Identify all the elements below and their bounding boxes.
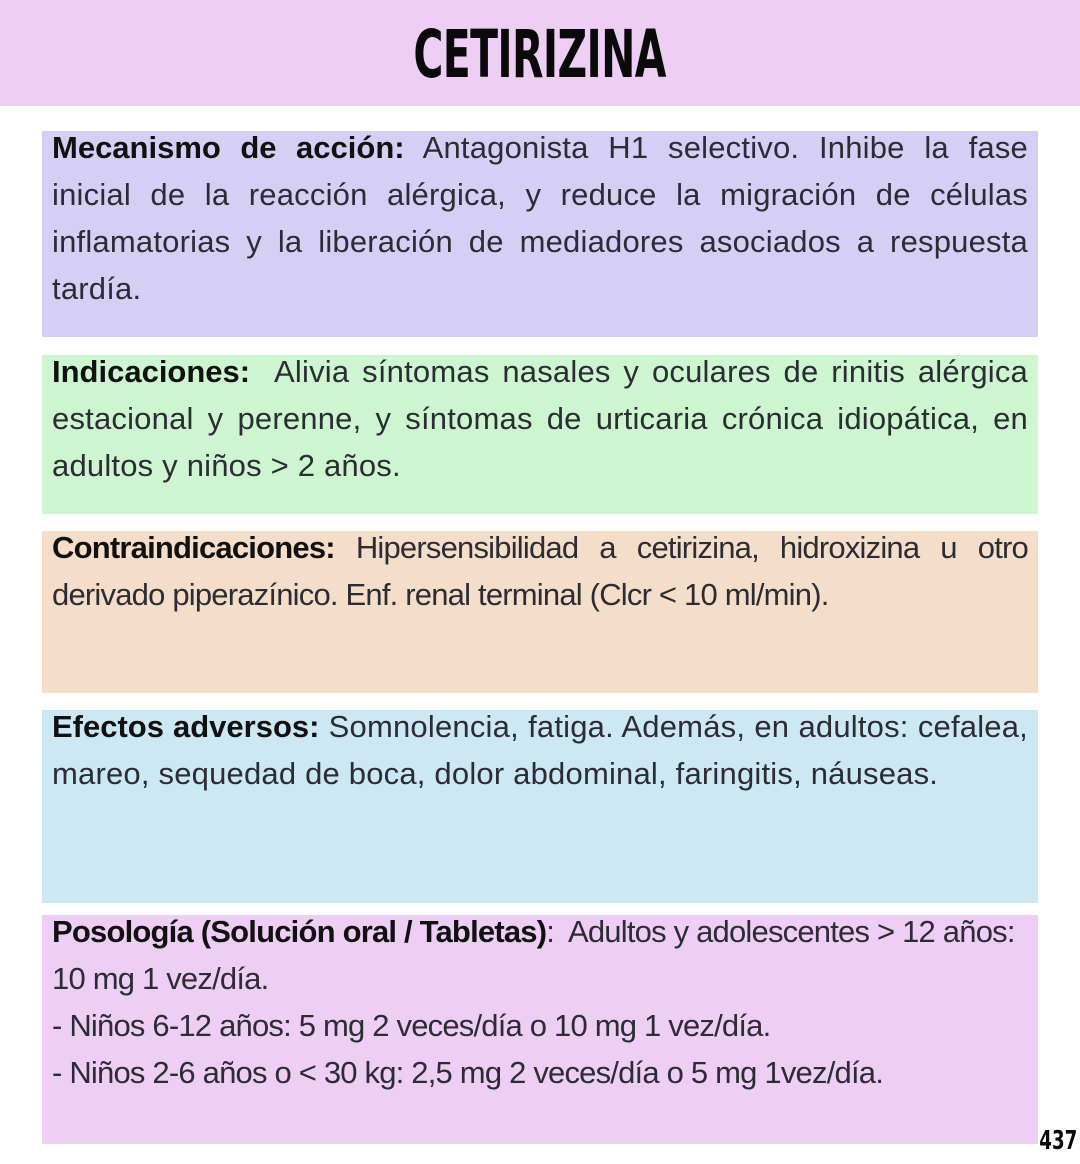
section-body: : Adultos y adolescentes > 12 años: 10 mg 1 vez/día.: [52, 914, 1023, 996]
section-body: Antagonista H1 selectivo. Inhibe la fase inicial de la reacción alérgica, y reduce la migración de células inflamatorias y la liberación de mediadores asociados a respuesta tardía.: [52, 130, 1028, 306]
section-text: [52, 524, 1028, 618]
section-label: Contraindicaciones:: [52, 530, 335, 565]
section-mecanismo-de-accion: [42, 131, 1038, 337]
section-label: Indicaciones:: [52, 354, 251, 389]
title-banner: [0, 0, 1080, 106]
section-label: Mecanismo de acción:: [52, 130, 405, 165]
section-text: [52, 124, 1028, 312]
section-contraindicaciones: [42, 531, 1038, 693]
page-title: CETIRIZINA: [413, 16, 667, 93]
section-label: Efectos adversos:: [52, 709, 320, 744]
dosage-line-ninos-6-12: - Niños 6-12 años: 5 mg 2 veces/día o 10 mg 1 vez/día.: [52, 1008, 771, 1043]
section-text: [52, 908, 1028, 1096]
section-text: [52, 348, 1037, 489]
page-number: 437: [1039, 1126, 1077, 1156]
section-body: Alivia síntomas nasales y oculares de rinitis alérgica estacional y perenne, y síntomas de urticaria crónica idiopática, en adultos y niños > 2 años.: [52, 354, 1037, 483]
section-efectos-adversos: [42, 710, 1038, 903]
section-body: Somnolencia, fatiga. Además, en adultos: cefalea, mareo, sequedad de boca, dolor abdominal, faringitis, náuseas.: [52, 709, 1028, 791]
section-text: [52, 703, 1028, 797]
section-indicaciones: [42, 355, 1038, 514]
section-posologia: [42, 915, 1038, 1144]
dosage-line-ninos-2-6: - Niños 2-6 años o < 30 kg: 2,5 mg 2 veces/día o 5 mg 1vez/día.: [52, 1055, 884, 1090]
section-body: Hipersensibilidad a cetirizina, hidroxizina u otro derivado piperazínico. Enf. renal terminal (Clcr < 10 ml/min).: [52, 530, 1028, 612]
section-label: Posología (Solución oral / Tabletas): [52, 914, 547, 949]
